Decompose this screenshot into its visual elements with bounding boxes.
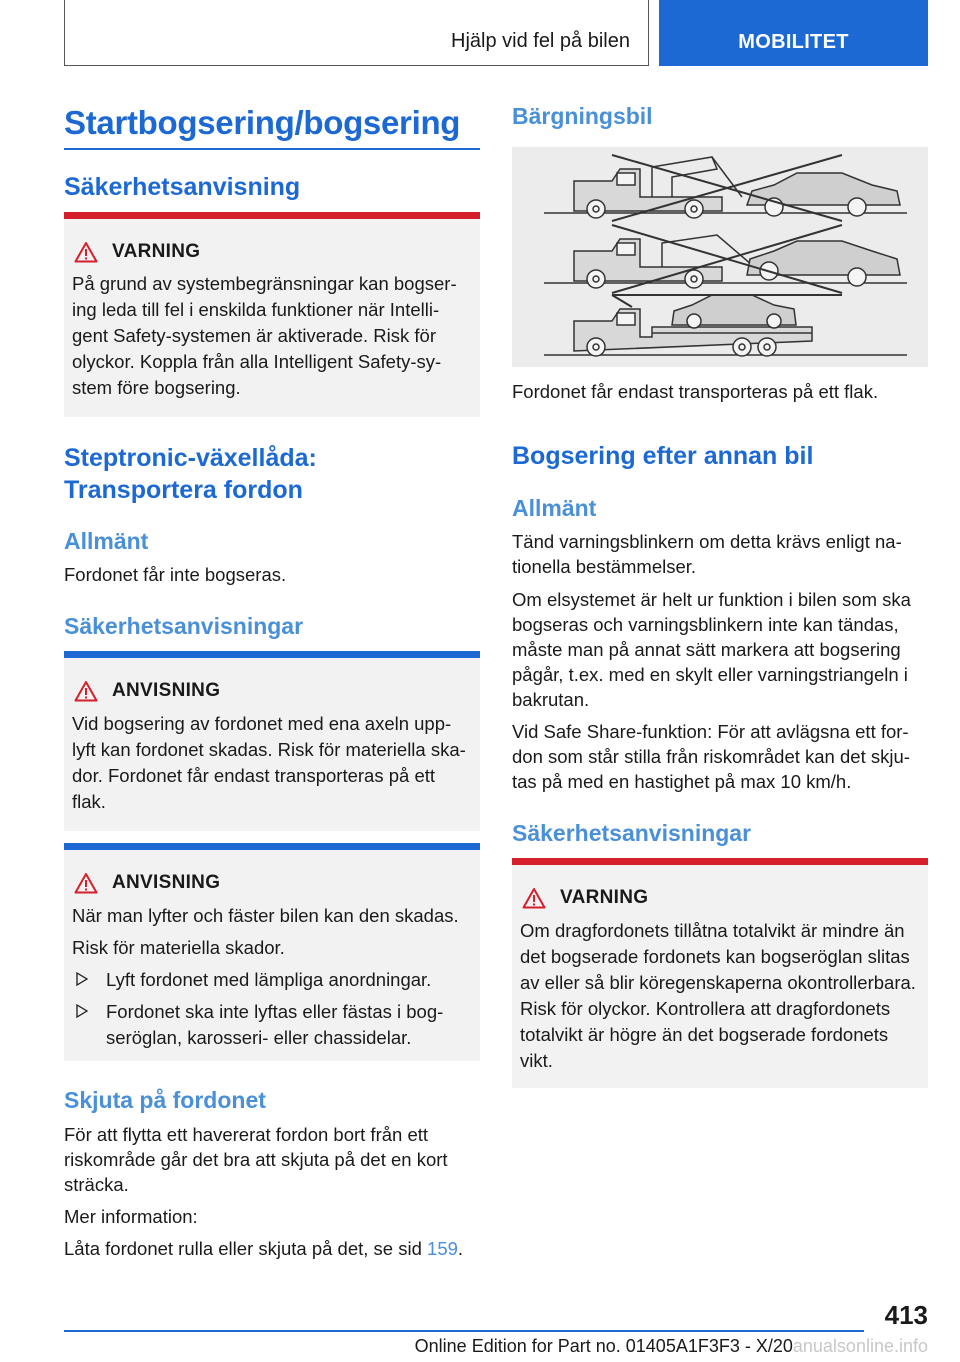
text-line: det bogserade fordonets kan bogseröglan slitas [520,946,910,967]
tow-truck-illustration [512,147,928,367]
header-section-box [64,0,649,66]
text-line: don som står stilla från riskområdet kan det skju- [512,746,910,767]
notice-header [74,872,220,894]
text-line: bogseras och varningsblinkern inte kan tändas, [512,614,899,635]
notice-bar [64,651,480,658]
electrical-text [512,587,911,712]
notice-title: ANVISNING [112,680,221,701]
heading-line: Steptronic-växellåda: [64,444,317,472]
warning-triangle-icon [74,680,98,702]
watermark-brand: anualsonline.info [792,1336,928,1356]
text-line: flak. [72,791,106,812]
page-header [64,0,928,66]
notice-bar [64,843,480,850]
bullet-text: Fordonet ska inte lyftas eller fästas i bog- [106,1001,444,1022]
title-rule [64,148,480,150]
towing-methods-figure [512,147,928,367]
bullet-item [106,999,472,1051]
warning-header [74,241,200,263]
text-line: pågår, t.ex. med en skylt eller varningstriangeln i [512,664,908,685]
safety-instructions-heading: Säkerhetsanvisningar [64,613,304,639]
tow-other-heading: Bogsering efter annan bil [512,442,814,470]
warning-title: VARNING [112,241,201,262]
general-text [512,529,902,579]
header-chapter-tab[interactable] [659,0,928,66]
bullet-item [106,967,472,993]
text-line: För att flytta ett havererat fordon bort från ett [64,1124,429,1145]
safe-share-text [512,719,910,794]
tow-truck-heading: Bärgningsbil [512,103,653,129]
text-line: sträcka. [64,1174,129,1195]
page-reference-link[interactable]: 159 [427,1238,458,1259]
text-line: dor. Fordonet får endast transporteras på ett [72,765,436,786]
text-line: Tänd varningsblinkern om detta krävs enligt na- [512,531,902,552]
roll-end: . [457,1238,464,1259]
text-line: riskområde går det bra att skjuta på det en kort [64,1149,448,1170]
text-line: gent Safety-systemen är aktiverade. Risk för [72,325,436,346]
warning-box-1 [64,212,480,417]
push-heading: Skjuta på fordonet [64,1087,266,1113]
header-chapter-label: MOBILITET [738,31,849,53]
text-line: stem före bogsering. [72,377,241,398]
safety-instructions-heading: Säkerhetsanvisningar [512,820,752,846]
warning-box-2 [512,858,928,1088]
bullet-triangle-icon [76,1004,88,1018]
roll-text: Låta fordonet rulla eller skjuta på det, se sid [64,1238,428,1259]
push-text [64,1122,448,1197]
warning-text [72,271,472,401]
text-line: Om elsystemet är helt ur funktion i bilen som ska [512,589,911,610]
notice-text [72,711,472,815]
text-line: av eller så blir köregenskaperna okontrollerbara. [520,972,916,993]
notice-box-2 [64,843,480,1061]
text-line: ing leda till fel i enskilda funktioner när Intelli- [72,299,440,320]
bullet-text: Lyft fordonet med lämpliga anordningar. [106,969,432,990]
text-line: vikt. [520,1050,553,1071]
general-text: Fordonet får inte bogseras. [64,564,287,585]
general-heading: Allmänt [512,495,597,521]
notice-title: ANVISNING [112,872,221,893]
steptronic-heading [64,442,317,506]
notice-text [72,903,472,961]
warning-bar [64,212,480,219]
text-line: Om dragfordonets tillåtna totalvikt är mindre än [520,920,905,941]
page-number: 413 [884,1300,928,1330]
bullet-text: seröglan, karosseri- eller chassidelar. [106,1027,412,1048]
safety-heading: Säkerhetsanvisning [64,173,301,201]
page-title: Startbogsering/bogsering [64,104,461,141]
text-line: På grund av systembegränsningar kan bogser- [72,273,457,294]
notice-header [74,680,220,702]
footer-edition-line [0,1336,928,1357]
text-line: Risk för materiella skador. [72,937,285,958]
text-line: totalvikt är högre än det bogserade fordonets [520,1024,889,1045]
text-line: Risk för olyckor. Kontrollera att dragfordonets [520,998,891,1019]
warning-header [522,887,648,909]
notice-box-1 [64,651,480,831]
roll-reference [64,1236,463,1261]
heading-line: Transportera fordon [64,476,303,504]
warning-title: VARNING [560,887,649,908]
warning-triangle-icon [522,887,546,909]
warning-triangle-icon [74,241,98,263]
warning-bar [512,858,928,865]
text-line: måste man på annat sätt markera att bogsering [512,639,901,660]
text-line: När man lyfter och fäster bilen kan den skadas. [72,905,459,926]
text-line: lyft kan fordonet skadas. Risk för materiella ska- [72,739,466,760]
illustration-caption: Fordonet får endast transporteras på ett flak. [512,381,879,402]
text-line: bakrutan. [512,689,590,710]
general-heading: Allmänt [64,528,149,554]
footer-rule [64,1330,864,1332]
text-line: tionella bestämmelser. [512,556,697,577]
edition-text: Online Edition for Part no. 01405A1F3F3 - X/20 [414,1336,793,1356]
text-line: tas på med en hastighet på max 10 km/h. [512,771,852,792]
more-info-label: Mer information: [64,1206,198,1227]
bullet-triangle-icon [76,972,88,986]
header-section-title: Hjälp vid fel på bilen [451,30,630,52]
text-line: Vid Safe Share-funktion: För att avlägsna ett for- [512,721,909,742]
text-line: olyckor. Koppla från alla Intelligent Safety-sy- [72,351,442,372]
warning-triangle-icon [74,872,98,894]
warning-text [520,918,920,1074]
text-line: Vid bogsering av fordonet med ena axeln upp- [72,713,452,734]
